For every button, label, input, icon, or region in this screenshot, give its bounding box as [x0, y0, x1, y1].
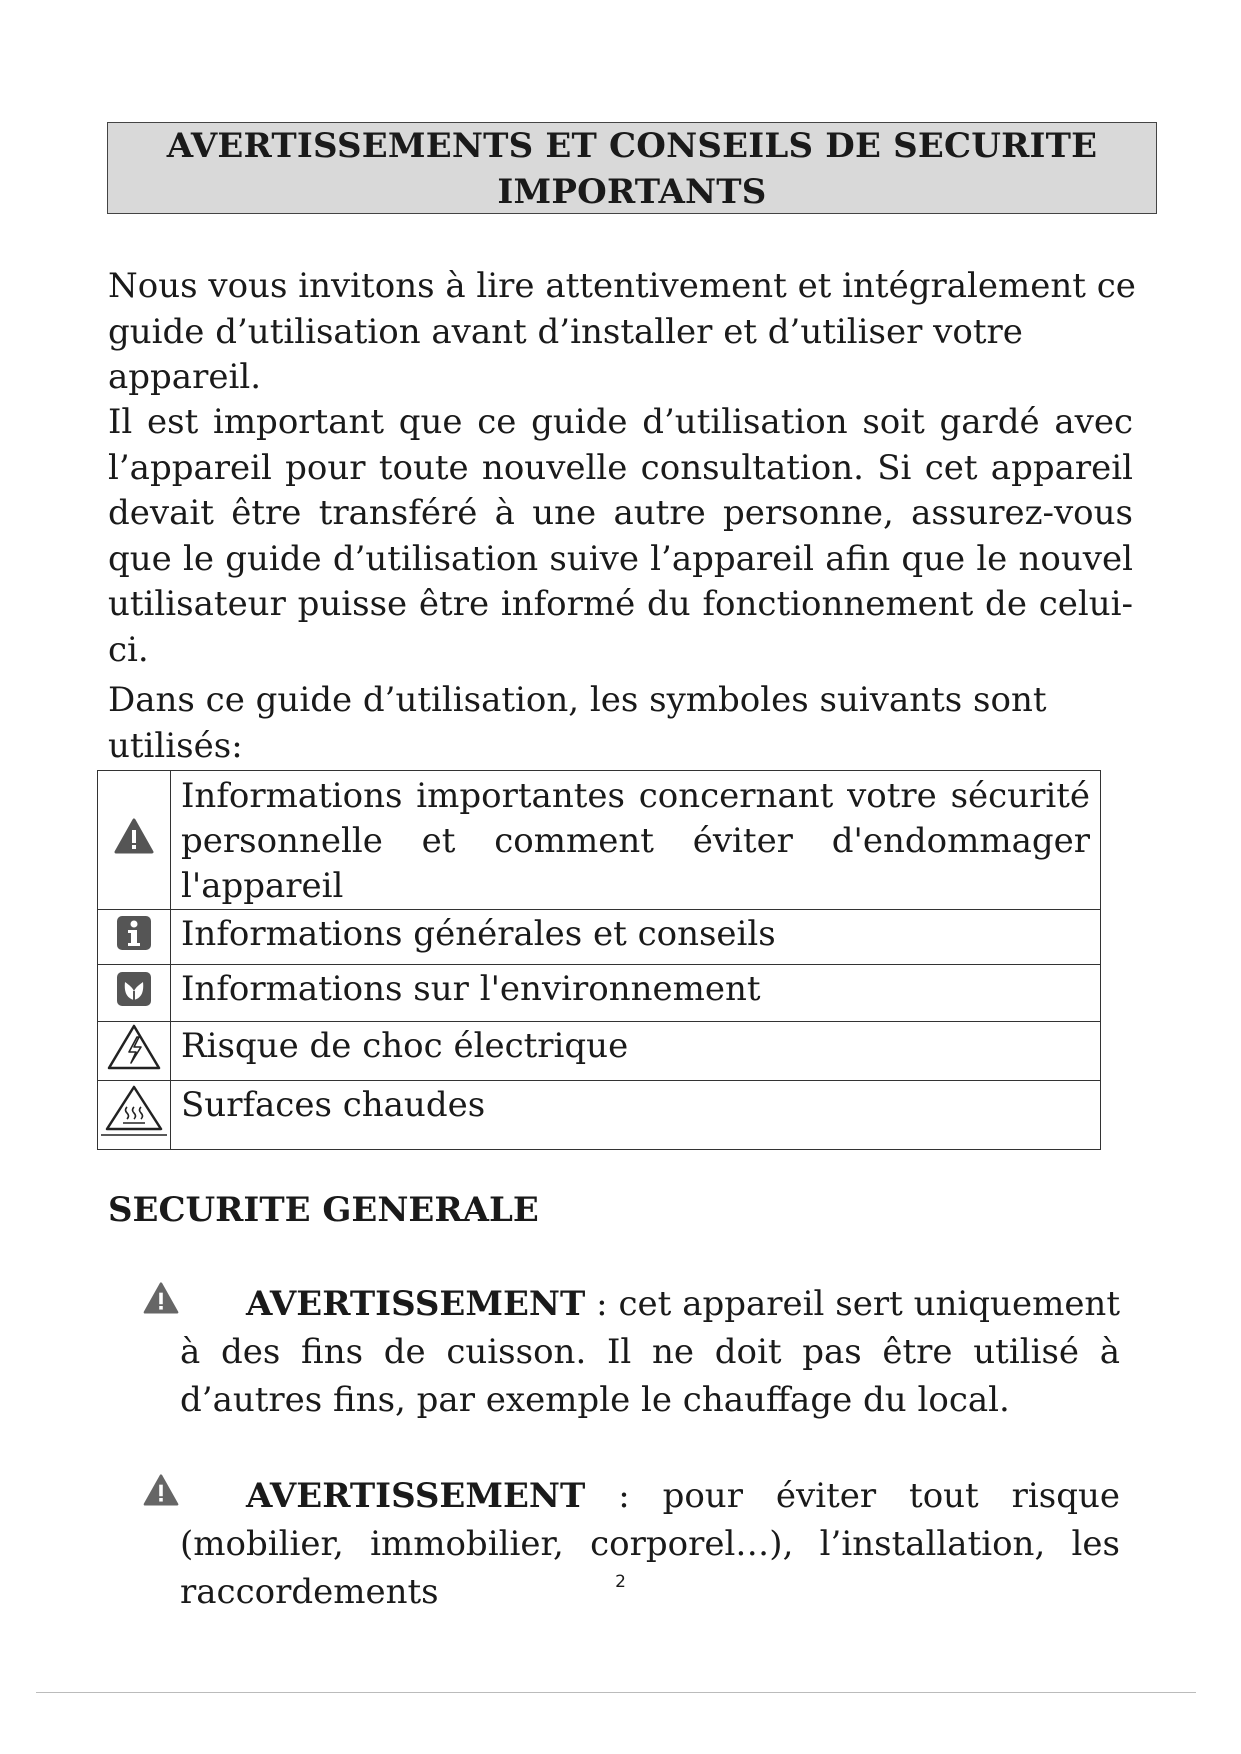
electric-shock-icon	[106, 1023, 162, 1071]
page-title-line2: IMPORTANTS	[497, 172, 767, 212]
symbols-table	[97, 770, 1101, 1150]
page-number: 2	[615, 1572, 626, 1592]
info-icon	[116, 915, 152, 951]
warning-triangle-icon	[143, 1474, 179, 1506]
symbol-icon-cell	[98, 1022, 171, 1081]
section-heading: SECURITE GENERALE	[108, 1190, 539, 1230]
symbol-row	[98, 910, 1101, 965]
symbol-row	[98, 965, 1101, 1022]
intro-paragraph-1: Nous vous invitons à lire attentivement et intégralement ce guide d’utilisation avant d’installer et d’utiliser votre appareil.	[108, 266, 1136, 397]
page-title-box	[107, 122, 1157, 214]
symbol-description: Informations importantes concernant votre sécurité personnelle et comment éviter d'endommager l'appareil	[171, 771, 1101, 910]
warning-paragraph-1	[180, 1280, 1120, 1424]
warning-triangle-icon	[114, 818, 154, 854]
bottom-divider	[36, 1692, 1196, 1693]
symbol-icon-cell	[98, 1081, 171, 1150]
symbol-icon-cell	[98, 910, 171, 965]
environment-icon	[116, 971, 152, 1007]
symbol-icon-cell	[98, 771, 171, 910]
warning-paragraph-2	[180, 1472, 1120, 1616]
symbol-description: Surfaces chaudes	[171, 1081, 1101, 1150]
symbol-description: Risque de choc électrique	[171, 1022, 1101, 1081]
warning-label: AVERTISSEMENT	[246, 1476, 586, 1516]
hot-surface-icon	[99, 1083, 169, 1139]
symbol-icon-cell	[98, 965, 171, 1022]
page-title-line1: AVERTISSEMENTS ET CONSEILS DE SECURITE	[166, 126, 1098, 166]
symbol-row	[98, 1081, 1101, 1150]
intro-paragraph-2: Il est important que ce guide d’utilisation soit gardé avec l’appareil pour toute nouvelle consultation. Si cet appareil devait être transféré à une autre personne, assurez-vous que le guide d’utilisation suive l’appareil afin que le nouvel utilisateur puisse être informé du fonctionnement de celui-ci.	[108, 402, 1133, 670]
warning-label: AVERTISSEMENT	[246, 1284, 586, 1324]
symbol-row	[98, 771, 1101, 910]
warning-triangle-icon	[143, 1282, 179, 1314]
intro-paragraph-3: Dans ce guide d’utilisation, les symboles suivants sont utilisés:	[108, 680, 1047, 766]
warning-text: : pour éviter tout risque (mobilier, immobilier, corporel…), l’installation, les raccordements	[180, 1476, 1120, 1612]
symbol-row	[98, 1022, 1101, 1081]
symbol-description: Informations générales et conseils	[171, 910, 1101, 965]
symbol-description: Informations sur l'environnement	[171, 965, 1101, 1022]
warning-text: : cet appareil sert uniquement à des fins de cuisson. Il ne doit pas être utilisé à d’autres fins, par exemple le chauffage du local.	[180, 1284, 1120, 1420]
